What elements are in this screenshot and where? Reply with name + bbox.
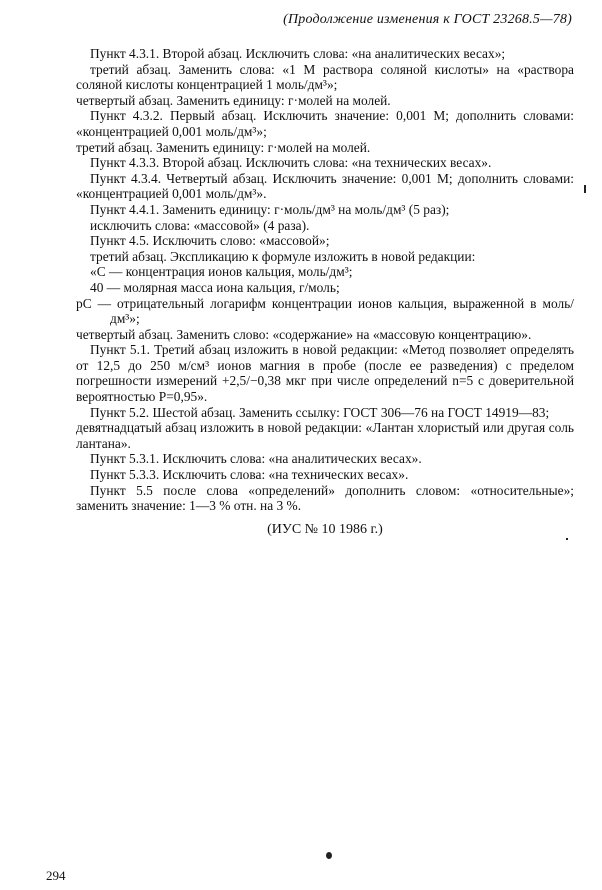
paragraph: Пункт 4.4.1. Заменить единицу: г·моль/дм³ на моль/дм³ (5 раз);: [90, 201, 450, 217]
paragraph: четвертый абзац. Заменить единицу: г·молей на молей.: [76, 92, 391, 108]
paragraph: Пункт 5.5 после слова «определений» дополнить словом: «относительные»; заменить значение: 1—3 % отн. на 3 %.: [76, 482, 574, 514]
paragraph: девятнадцатый абзац изложить в новой редакции: «Лантан хлористый или другая соль лантана».: [76, 420, 574, 451]
paragraph: Пункт 4.3.1. Второй абзац. Исключить слова: «на аналитических весах»;: [90, 46, 506, 61]
paragraph: Пункт 5.2. Шестой абзац. Заменить ссылку: ГОСТ 306—76 на ГОСТ 14919—83;: [90, 404, 550, 420]
paragraph: Пункт 5.3.3. Исключить слова: «на технических весах».: [90, 467, 409, 483]
scan-speck: [326, 852, 332, 859]
paragraph: Пункт 5.1. Третий абзац изложить в новой редакции: «Метод позволяет определять от 12,5 до 250 м/см³ ионов магния в пробе (после ее разведения) с пределом погрешности измерений +2,5/−0,38 мкг при числе определений n=5 с доверительной вероятностью P=0,95».: [76, 342, 574, 405]
footer-note: (ИУС № 10 1986 г.): [267, 521, 383, 537]
paragraph: Пункт 5.3.1. Исключить слова: «на аналитических весах».: [90, 451, 422, 467]
spacer: [76, 514, 574, 522]
paragraph: Пункт 4.3.2. Первый абзац. Исключить значение: 0,001 М; дополнить словами: «концентрацией 0,001 моль/дм³»;: [76, 108, 574, 139]
paragraph: «C — концентрация ионов кальция, моль/дм³;: [90, 264, 353, 280]
paragraph: pC — отрицательный логарифм концентрации ионов кальция, выраженной в моль/дм³»;: [76, 295, 574, 327]
paragraph: 40 — молярная масса иона кальция, г/моль;: [90, 279, 340, 295]
page-header: (Продолжение изменения к ГОСТ 23268.5—78): [283, 12, 572, 27]
paragraph: Пункт 4.3.4. Четвертый абзац. Исключить значение: 0,001 М; дополнить словами: «концентрацией 0,001 моль/дм³».: [76, 170, 574, 202]
paragraph: третий абзац. Экспликацию к формуле изложить в новой редакции:: [90, 248, 476, 264]
paragraph: исключить слова: «массовой» (4 раза).: [90, 217, 310, 233]
page-number: 294: [46, 868, 66, 883]
paragraph: третий абзац. Заменить единицу: г·молей на молей.: [76, 139, 371, 155]
paragraph: четвертый абзац. Заменить слово: «содержание» на «массовую концентрацию».: [76, 326, 532, 342]
scan-speck: [566, 538, 568, 540]
scan-speck: [584, 185, 586, 193]
document-body: [76, 46, 574, 537]
paragraph: Пункт 4.3.3. Второй абзац. Исключить слова: «на технических весах».: [90, 155, 492, 171]
paragraph: третий абзац. Заменить слова: «1 М раствора соляной кислоты» на «раствора соляной кислоты концентрацией 1 моль/дм³»;: [76, 61, 574, 93]
paragraph: Пункт 4.5. Исключить слово: «массовой»;: [90, 233, 330, 249]
